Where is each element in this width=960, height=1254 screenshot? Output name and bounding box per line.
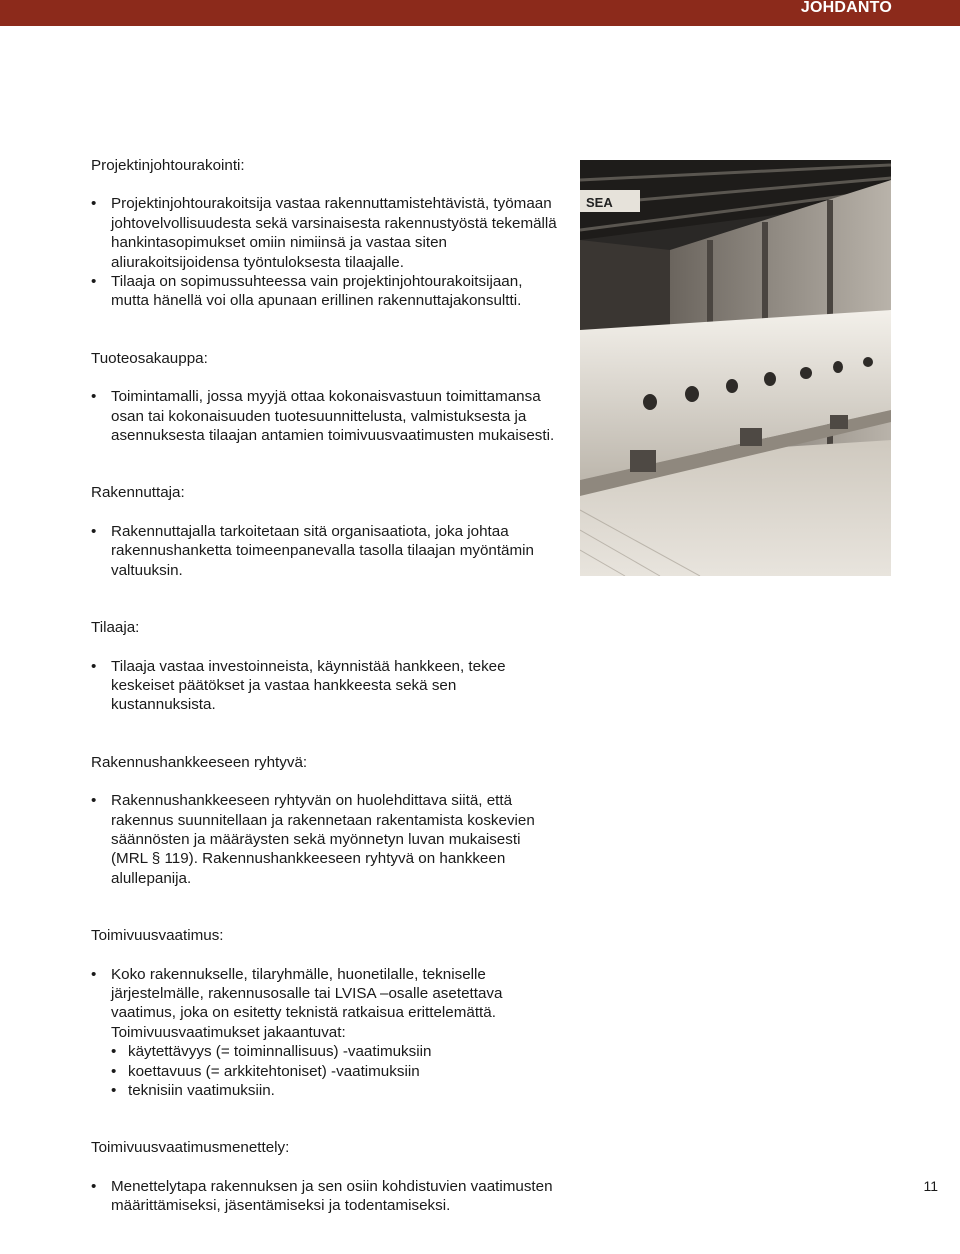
bullet-list	[91, 387, 561, 445]
list-item	[91, 965, 561, 1101]
section-toimivuusvaatimus	[91, 926, 561, 1100]
sub-list-item: • käytettävyys (= toiminnallisuus) -vaatimuksiin	[111, 1042, 561, 1061]
bullet-list	[91, 657, 561, 715]
list-item: • Rakennuttajalla tarkoitetaan sitä organisaatiota, joka johtaa rakennushanketta toimeenpanevalla tasolla tilaajan myöntämin valtuuksin.	[91, 522, 561, 580]
section-title: Toimivuusvaatimusmenettely:	[91, 1139, 290, 1157]
list-item: • Tilaaja vastaa investoinneista, käynnistää hankkeen, tekee keskeiset päätökset ja vastaa hankkeesta sekä sen kustannuksista.	[91, 657, 561, 715]
bullet-list	[91, 1177, 561, 1216]
sub-list-item: • teknisiin vaatimuksiin.	[111, 1081, 561, 1100]
section-rakennushankkeeseen-ryhtyva	[91, 753, 561, 888]
list-item: • Toimintamalli, jossa myyjä ottaa kokonaisvastuun toimittamansa osan tai kokonaisuuden tuotesuunnittelusta, valmistuksesta ja asennuksesta tilaajan antamien toimivuusvaatimusten mukaisesti.	[91, 387, 561, 445]
main-content	[91, 156, 561, 1254]
factory-hall-photo	[580, 160, 891, 576]
sub-list-item: • koettavuus (= arkkitehtoniset) -vaatimuksiin	[111, 1062, 561, 1081]
section-title: Toimivuusvaatimus:	[91, 927, 224, 945]
section-title: Tilaaja:	[91, 619, 140, 637]
section-tuoteosakauppa	[91, 349, 561, 446]
section-title: Rakennushankkeeseen ryhtyvä:	[91, 753, 308, 771]
list-item: • Projektinjohtourakoitsija vastaa rakennuttamistehtävistä, työmaan johtovelvollisuudesta sekä varsinaisesta rakennustyöstä tekemällä hankintasopimukset omiin nimiinsä ja vastaa siten aliurakoitsijoidensa työntuloksesta tilaajalle.	[91, 194, 561, 272]
bullet-list	[91, 965, 561, 1101]
section-tilaaja	[91, 618, 561, 715]
page-number: 11	[923, 1178, 938, 1194]
header-bar	[0, 0, 960, 26]
bullet-list	[91, 791, 561, 888]
sign-text: SEA	[586, 195, 613, 210]
list-item-text: Koko rakennukselle, tilaryhmälle, huonetilalle, tekniselle järjestelmälle, rakennusosalle tai LVISA –osalle asetettava vaatimus, joka on esitetty teknistä ratkaisua erittelemättä. Toimivuusvaatimukset jakaantuvat:	[111, 965, 503, 1041]
section-title: Projektinjohtourakointi:	[91, 157, 245, 174]
sub-bullet-list	[111, 1042, 561, 1100]
bullet-list	[91, 522, 561, 580]
list-item: • Tilaaja on sopimussuhteessa vain projektinjohtourakoitsijaan, mutta hänellä voi olla apunaan erillinen rakennuttajakonsultti.	[91, 272, 561, 311]
section-title: Tuoteosakauppa:	[91, 349, 208, 367]
list-item: • Rakennushankkeeseen ryhtyvän on huolehdittava siitä, että rakennus suunnitellaan ja rakennetaan rakentamista koskevien säännösten ja määräysten sekä myönnetyn luvan mukaisesti (MRL § 119). Rakennushankkeeseen ryhtyvä on hankkeen alullepanija.	[91, 791, 561, 888]
section-projektinjohtourakointi	[91, 156, 561, 311]
section-toimivuusvaatimusmenettely	[91, 1138, 561, 1215]
factory-hall-illustration	[580, 160, 891, 576]
section-rakennuttaja	[91, 483, 561, 580]
bullet-list	[91, 194, 561, 310]
section-title: Rakennuttaja:	[91, 484, 185, 502]
section-heading: JOHDANTO	[800, 0, 892, 16]
list-item: • Menettelytapa rakennuksen ja sen osiin kohdistuvien vaatimusten määrittämiseksi, jäsentämiseksi ja todentamiseksi.	[91, 1177, 561, 1216]
